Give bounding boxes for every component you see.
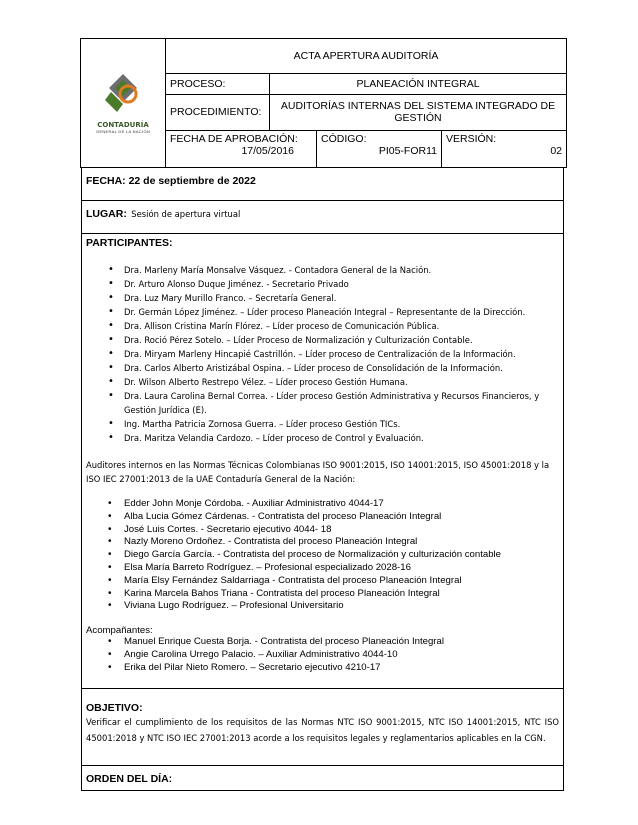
auditores-list: [86, 498, 559, 613]
codigo-label: CÓDIGO:: [321, 132, 367, 145]
list-item: • Dr. Wilson Alberto Restrepo Vélez. – Líder proceso Gestión Humana.: [86, 375, 559, 389]
codigo-value: PI05-FOR11: [378, 144, 437, 157]
acompanantes-list: [86, 636, 559, 674]
list-item: • Dra. Laura Carolina Bernal Correa. - Líder proceso Gestión Administrativa y Recursos Financieros, y Gestión Jurídica (E).: [86, 389, 559, 417]
list-item: • Dra. Marleny María Monsalve Vásquez. - Contadora General de la Nación.: [86, 263, 559, 277]
procedimiento-value: AUDITORÍAS INTERNAS DEL SISTEMA INTEGRADO DE GESTIÓN: [270, 94, 567, 130]
proceso-value: PLANEACIÓN INTEGRAL: [270, 73, 567, 94]
objetivo-text: Verificar el cumplimiento de los requisitos de las Normas NTC ISO 9001:2015, NTC ISO 14001:2015, NTC ISO 45001:2018 y NTC ISO IEC 27001:2013 acorde a los requisitos legales y reglamentarios aplicables en la CGN.: [86, 717, 559, 743]
logo-subtext: GENERAL DE LA NACIÓN: [95, 129, 151, 134]
list-item: • Dra. Maritza Velandia Cardozo. – Líder proceso de Control y Evaluación.: [86, 431, 559, 445]
orden-label: ORDEN DEL DÍA:: [86, 773, 173, 785]
participantes-section: [81, 233, 564, 689]
list-item: • Karina Marcela Bahos Triana - Contratista del proceso Planeación Integral: [86, 588, 559, 601]
list-item: • Dra. Roció Pérez Sotelo. – Líder Proceso de Normalización y Culturización Contable.: [86, 333, 559, 347]
list-item: • Dr. Germán López Jiménez. – Líder proceso Planeación Integral – Representante de la Dirección.: [86, 305, 559, 319]
acompanantes-label: Acompañantes:: [86, 625, 153, 637]
list-item: • Manuel Enrique Cuesta Borja. - Contratista del proceso Planeación Integral: [86, 636, 559, 649]
procedimiento-label: PROCEDIMIENTO:: [166, 94, 270, 130]
list-item: • Dra. Allison Cristina Marín Flórez. – Líder proceso de Comunicación Pública.: [86, 319, 559, 333]
list-item: • Erika del Pilar Nieto Romero. – Secretario ejecutivo 4210-17: [86, 662, 559, 675]
list-item: • Dra. Miryam Marleny Hincapié Castrillón. – Líder proceso de Centralización de la Información.: [86, 347, 559, 361]
document-title: ACTA APERTURA AUDITORÍA: [166, 39, 567, 74]
list-item: • Alba Lucia Gómez Cárdenas. - Contratista del proceso Planeación Integral: [86, 511, 559, 524]
list-item: • Dra. Carlos Alberto Aristizábal Ospina. – Líder proceso de Consolidación de la Información.: [86, 361, 559, 375]
list-item: • Nazly Moreno Ordoñez. - Contratista del proceso Planeación Integral: [86, 536, 559, 549]
orden-section: [81, 765, 564, 791]
lugar-label: LUGAR:: [86, 208, 127, 220]
logo: [81, 39, 166, 168]
list-item: • José Luis Cortes. - Secretario ejecutivo 4044- 18: [86, 524, 559, 537]
fecha-text: FECHA: 22 de septiembre de 2022: [86, 175, 256, 187]
fecha-section: [81, 167, 564, 201]
version-label: VERSIÓN:: [446, 132, 497, 145]
fecha-aprobacion-label: FECHA DE APROBACIÓN:: [170, 132, 298, 145]
version-cell: [442, 130, 567, 167]
list-item: • Edder John Monje Córdoba. - Auxiliar Administrativo 4044-17: [86, 498, 559, 511]
lugar-value: Sesión de apertura virtual: [131, 209, 241, 219]
list-item: • Dra. Luz Mary Murillo Franco. – Secretaría General.: [86, 291, 559, 305]
fecha-aprobacion-cell: [166, 130, 317, 167]
logo-text: CONTADURÍA: [97, 121, 149, 129]
participantes-label: PARTICIPANTES:: [86, 237, 173, 249]
version-value: 02: [550, 144, 563, 157]
list-item: • Viviana Lugo Rodríguez. – Profesional Universitario: [86, 600, 559, 613]
list-item: • Dr. Arturo Alonso Duque Jiménez. - Secretario Privado: [86, 277, 559, 291]
lugar-section: [81, 200, 564, 234]
objetivo-label: OBJETIVO:: [86, 702, 143, 714]
codigo-cell: [317, 130, 442, 167]
list-item: • Elsa María Barreto Rodríguez. – Profesional especializado 2028-16: [86, 562, 559, 575]
fecha-aprobacion-value: 17/05/2016: [241, 144, 294, 157]
list-item: • Diego García García. - Contratista del proceso de Normalización y culturización contable: [86, 549, 559, 562]
header-table: [80, 38, 567, 168]
objetivo-section: [81, 688, 564, 766]
auditores-intro: Auditores internos en las Normas Técnicas Colombianas ISO 9001:2015, ISO 14001:2015, ISO 45001:2018 y la ISO IEC 27001:2013 de la UAE Contaduría General de la Nación:: [86, 460, 550, 484]
list-item: • María Elsy Fernández Saldarriaga - Contratista del proceso Planeación Integral: [86, 575, 559, 588]
participantes-list: [86, 263, 559, 445]
list-item: • Ing. Martha Patricia Zornosa Guerra. – Líder proceso Gestión TICs.: [86, 417, 559, 431]
contaduria-logo-icon: [95, 72, 151, 118]
list-item: • Angie Carolina Urrego Palacio. – Auxiliar Administrativo 4044-10: [86, 649, 559, 662]
proceso-label: PROCESO:: [166, 73, 270, 94]
